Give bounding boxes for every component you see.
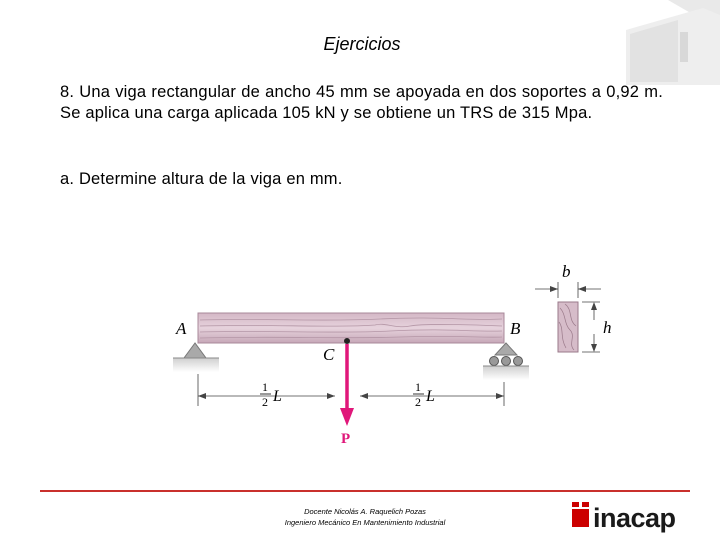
inacap-logo — [570, 496, 695, 541]
length-symbol: L — [273, 388, 282, 405]
dimension-half-l-left — [260, 380, 282, 409]
footer-credits — [230, 506, 500, 528]
half-numerator: 1 — [262, 380, 268, 394]
dimension-lines — [198, 374, 504, 406]
load-point — [344, 338, 350, 344]
footer-divider — [40, 490, 690, 492]
problem-statement: 8. Una viga rectangular de ancho 45 mm se apoyada en dos soportes a 0,92 m. Se aplica una carga aplicada 105 kN y se obtiene un TRS de 315 Mpa. — [60, 83, 663, 122]
label-b: B — [510, 319, 521, 338]
load-arrow — [340, 344, 354, 426]
footer-role: Ingeniero Mecánico En Mantenimiento Industrial — [284, 518, 446, 527]
half-denominator: 2 — [262, 395, 268, 409]
page-title: Ejercicios — [323, 34, 401, 54]
label-height-h: h — [603, 318, 612, 337]
label-a: A — [176, 319, 187, 338]
label-c: C — [323, 345, 335, 364]
support-a — [173, 343, 219, 372]
beam-diagram — [170, 258, 620, 453]
length-symbol: L — [426, 388, 435, 405]
label-p: P — [341, 431, 351, 447]
half-denominator: 2 — [415, 395, 421, 409]
beam — [198, 313, 504, 343]
logo-text: inacap — [593, 503, 676, 533]
label-width-b: b — [562, 262, 571, 281]
dimension-half-l-right — [413, 380, 435, 409]
support-b — [483, 343, 529, 380]
half-numerator: 1 — [415, 380, 421, 394]
question-text: a. Determine altura de la viga en mm. — [60, 170, 343, 188]
cross-section — [535, 282, 601, 352]
footer-author: Docente Nicolás A. Raquelich Pozas — [304, 507, 426, 516]
